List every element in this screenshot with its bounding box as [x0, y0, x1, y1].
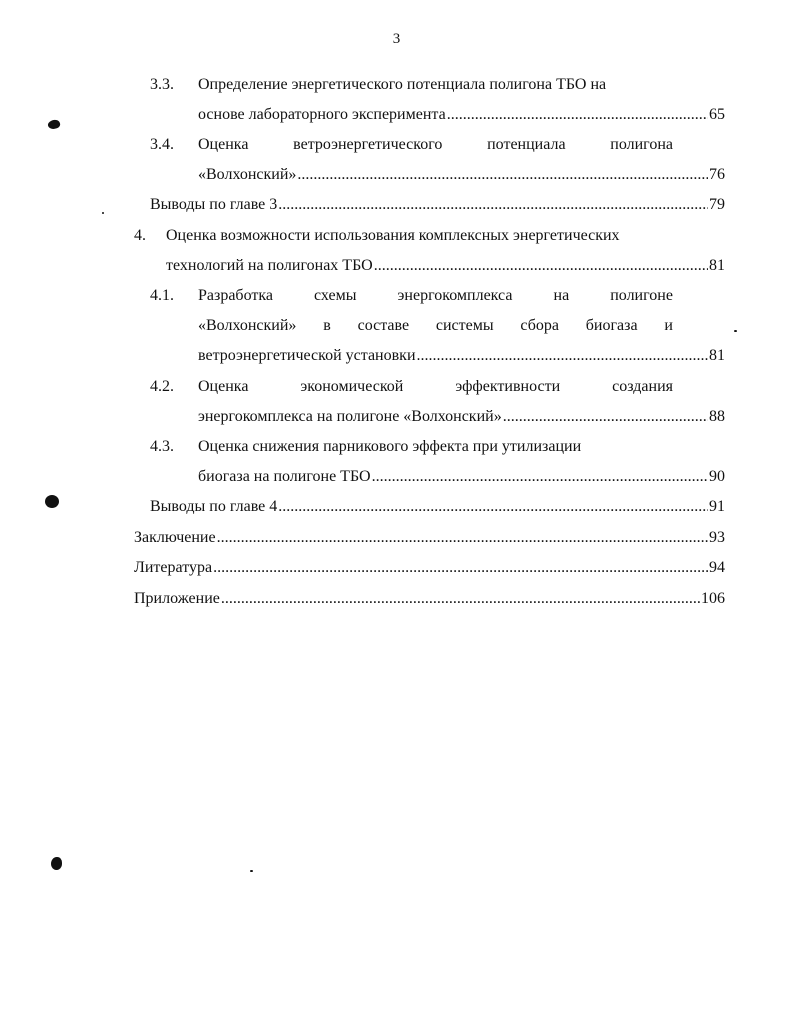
- toc-literature-label: Литература: [134, 559, 213, 576]
- toc-leader-dots: [374, 256, 708, 276]
- toc-leader-dots: [278, 497, 708, 517]
- toc-4-2-title-part-2: энергокомплекса на полигоне «Волхонский»: [198, 408, 502, 425]
- toc-4-3-page: 90: [709, 468, 725, 485]
- toc-4-1-word: биогаза: [585, 317, 638, 334]
- toc-3-3-title-part-1: Определение энергетического потенциала полигона ТБО на: [198, 76, 607, 93]
- toc-leader-dots: [503, 407, 708, 427]
- toc-leader-dots: [417, 346, 709, 366]
- toc-4-1-word: составе: [357, 317, 410, 334]
- toc-3-4-page: 76: [709, 166, 725, 183]
- toc-3-3-page: 65: [709, 106, 725, 123]
- toc-4-1-word: «Волхонский»: [198, 317, 297, 334]
- toc-4-2-word: эффективности: [455, 378, 561, 395]
- toc-4-1-title-part-3: ветроэнергетической установки: [198, 347, 416, 364]
- scan-speck-mark: [102, 212, 104, 214]
- toc-3-3-title-part-2: основе лабораторного эксперимента: [198, 106, 446, 123]
- toc-4-2-line-1: [198, 377, 673, 397]
- toc-chapter-4-line-2[interactable]: [166, 256, 725, 276]
- toc-4-1-line-3[interactable]: [198, 346, 725, 366]
- toc-chapter-4-conclusions[interactable]: [150, 497, 725, 517]
- toc-chapter-4-line-1: Оценка возможности использования комплексных энергетических: [166, 227, 620, 244]
- toc-3-3-line-2[interactable]: [198, 105, 725, 125]
- toc-3-3-line-1: [198, 75, 673, 95]
- toc-number-4-3: 4.3.: [150, 438, 174, 455]
- toc-4-1-word: в: [323, 317, 331, 334]
- toc-chapter-4-conclusions-label: Выводы по главе 4: [150, 498, 278, 515]
- toc-4-2-word: создания: [612, 378, 673, 395]
- toc-chapter-4-page: 81: [709, 257, 725, 274]
- toc-4-2-word: Оценка: [198, 378, 249, 395]
- toc-4-3-title-part-1: Оценка снижения парникового эффекта при утилизации: [198, 438, 582, 455]
- toc-4-3-line-1: [198, 437, 673, 457]
- toc-3-4-line-1: [198, 135, 673, 155]
- toc-4-1-word: и: [664, 317, 673, 334]
- toc-4-3-line-2[interactable]: [198, 467, 725, 487]
- toc-4-1-word: Разработка: [198, 287, 273, 304]
- toc-4-1-word: энергокомплекса: [397, 287, 513, 304]
- scan-speck-mark: [250, 870, 253, 872]
- toc-leader-dots: [278, 195, 708, 215]
- toc-4-1-page: 81: [709, 347, 725, 364]
- toc-leader-dots: [221, 589, 700, 609]
- toc-literature-page: 94: [709, 559, 725, 576]
- toc-4-1-word: системы: [435, 317, 494, 334]
- toc-3-4-title-part-2: «Волхонский»: [198, 166, 297, 183]
- toc-appendix-label: Приложение: [134, 590, 220, 607]
- toc-4-2-line-2[interactable]: [198, 407, 725, 427]
- toc-3-4-word: полигона: [610, 136, 673, 153]
- toc-chapter-3-conclusions[interactable]: [150, 195, 725, 215]
- toc-3-4-word: ветроэнергетического: [293, 136, 443, 153]
- toc-number-3-4: 3.4.: [150, 136, 174, 153]
- toc-leader-dots: [213, 558, 708, 578]
- toc-number-3-3: 3.3.: [150, 76, 174, 93]
- toc-chapter-4-title-part-2: технологий на полигонах ТБО: [166, 257, 373, 274]
- page-number: 3: [392, 31, 401, 47]
- scan-speck-mark: [51, 857, 62, 870]
- toc-conclusion[interactable]: [134, 528, 725, 548]
- scan-speck-mark: [734, 330, 737, 332]
- toc-appendix[interactable]: [134, 589, 725, 609]
- toc-4-3-title-part-2: биогаза на полигоне ТБО: [198, 468, 371, 485]
- scan-speck-mark: [47, 118, 61, 131]
- toc-number-4: 4.: [134, 227, 146, 244]
- toc-4-1-word: схемы: [314, 287, 357, 304]
- toc-4-1-word: полигоне: [610, 287, 673, 304]
- toc-chapter-3-conclusions-label: Выводы по главе 3: [150, 196, 278, 213]
- toc-conclusion-label: Заключение: [134, 529, 216, 546]
- toc-leader-dots: [217, 528, 708, 548]
- toc-number-4-1: 4.1.: [150, 287, 174, 304]
- toc-literature[interactable]: [134, 558, 725, 578]
- scan-speck-mark: [45, 495, 59, 508]
- toc-4-1-word: сбора: [520, 317, 559, 334]
- toc-number-4-2: 4.2.: [150, 378, 174, 395]
- toc-4-1-line-1: [198, 286, 673, 306]
- toc-3-4-word: Оценка: [198, 136, 249, 153]
- toc-chapter-4-conclusions-page: 91: [709, 498, 725, 515]
- toc-3-4-line-2[interactable]: [198, 165, 725, 185]
- toc-4-2-word: экономической: [300, 378, 404, 395]
- toc-4-1-word: на: [553, 287, 570, 304]
- toc-appendix-page: 106: [701, 590, 725, 607]
- toc-3-4-word: потенциала: [487, 136, 566, 153]
- toc-conclusion-page: 93: [709, 529, 725, 546]
- toc-4-1-line-2: [198, 316, 673, 336]
- toc-leader-dots: [297, 165, 708, 185]
- toc-4-2-page: 88: [709, 408, 725, 425]
- toc-leader-dots: [372, 467, 708, 487]
- toc-leader-dots: [447, 105, 708, 125]
- toc-chapter-3-conclusions-page: 79: [709, 196, 725, 213]
